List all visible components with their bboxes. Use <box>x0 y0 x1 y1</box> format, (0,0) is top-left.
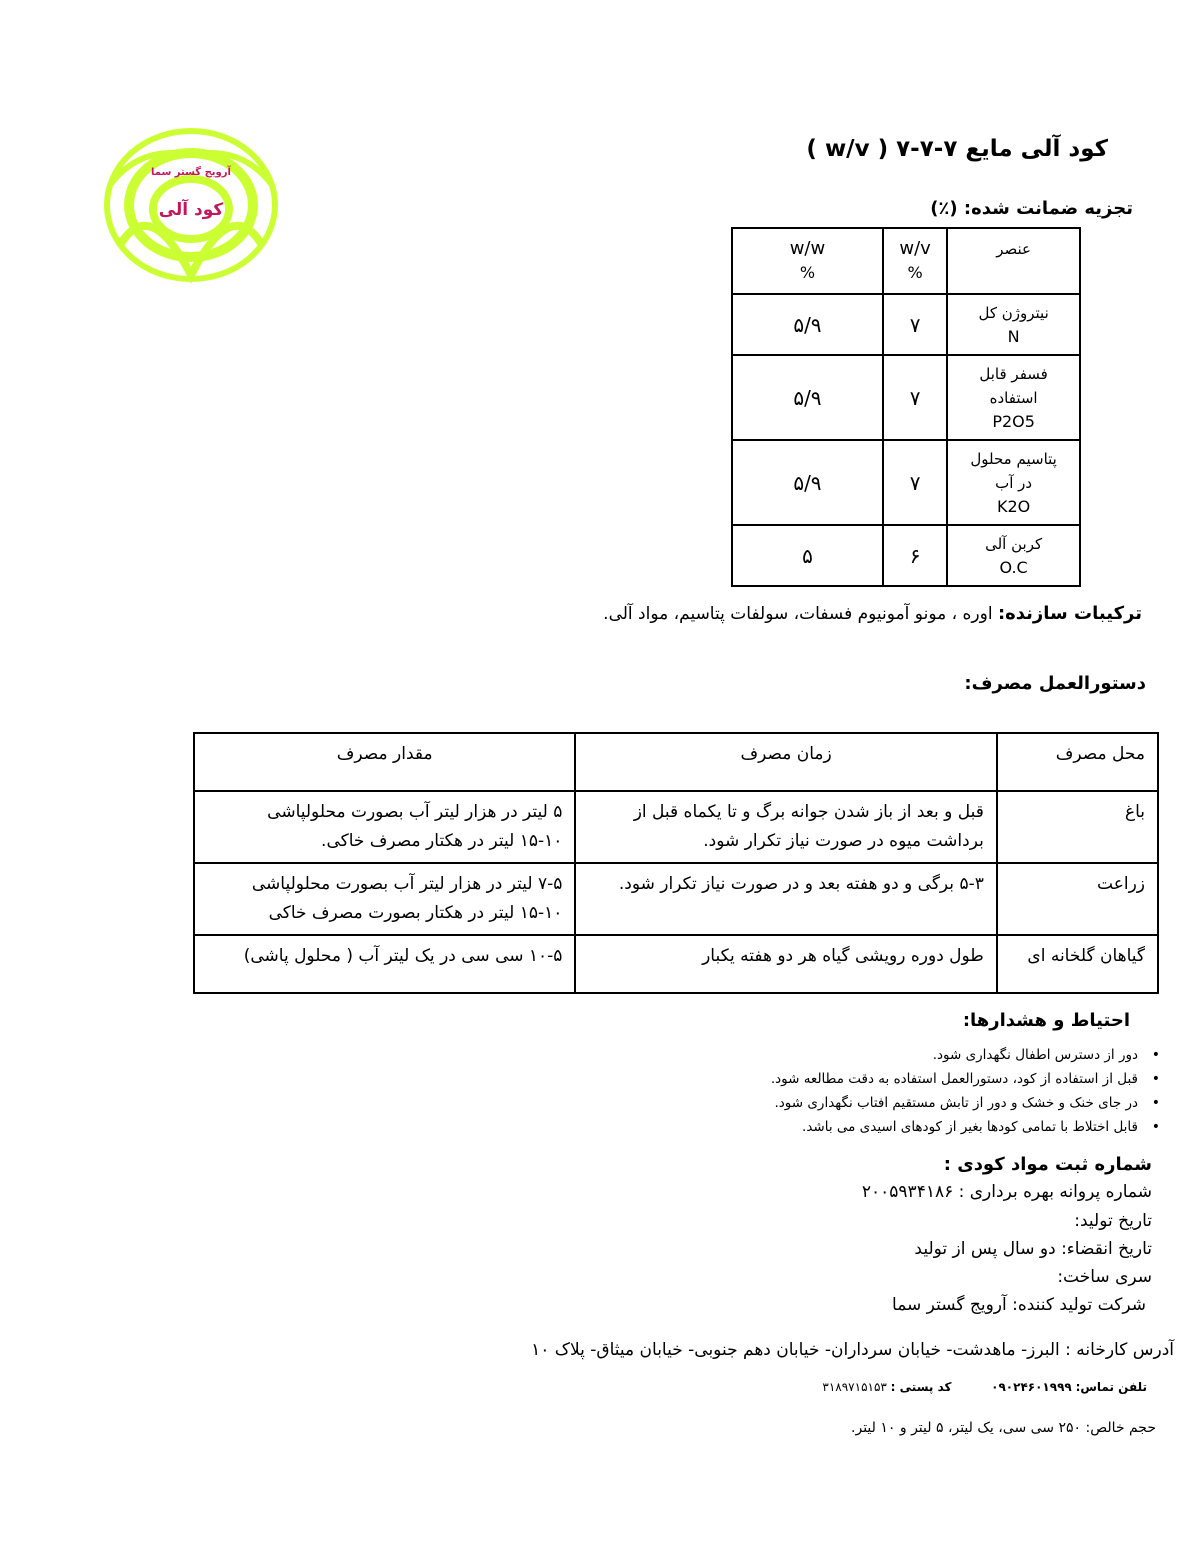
analysis-row-organic-carbon <box>732 525 1080 586</box>
header-element: عنصر <box>947 228 1080 294</box>
element-name: نیتروژن کل <box>978 303 1049 322</box>
manufacturer: شرکت تولید کننده: آرویج گستر سما <box>892 1295 1146 1315</box>
analysis-row-nitrogen <box>732 294 1080 355</box>
usage-header-row <box>194 733 1158 791</box>
wv-value: ۶ <box>883 525 947 586</box>
analysis-row-phosphorus <box>732 355 1080 440</box>
warnings-list <box>771 1043 1160 1139</box>
phone-label: تلفن تماس: <box>1075 1380 1147 1394</box>
element-cell <box>947 440 1080 525</box>
element-name-line2: استفاده <box>989 388 1038 407</box>
warning-item: • قبل از استفاده از کود، دستورالعمل استفاده به دقت مطالعه شود. <box>771 1067 1138 1091</box>
header-ww-unit: % <box>799 263 816 282</box>
usage-amount-line1: ۷-۵ لیتر در هزار لیتر آب بصورت محلولپاشی <box>251 874 563 894</box>
ingredients <box>603 603 1142 624</box>
element-symbol: P2O5 <box>992 411 1035 431</box>
warnings-heading: احتیاط و هشدارها: <box>962 1010 1130 1031</box>
usage-time: طول دوره رویشی گیاه هر دو هفته یکبار <box>575 935 996 993</box>
product-title: کود آلی مایع ۷-۷-۷ ( w/v ) <box>806 136 1108 162</box>
usage-amount-line2: ۱۵-۱۰ لیتر در هکتار مصرف خاکی. <box>321 831 563 851</box>
usage-amount <box>194 863 575 935</box>
postal-code: ۳۱۸۹۷۱۵۱۵۳ <box>822 1380 887 1394</box>
logo-brand-text: کود آلی <box>158 200 224 220</box>
usage-amount-line1: ۵ لیتر در هزار لیتر آب بصورت محلولپاشی <box>267 802 563 822</box>
wv-value: ۷ <box>883 355 947 440</box>
column-header-amount: مقدار مصرف <box>194 733 575 791</box>
ww-value: ۵/۹ <box>732 440 883 525</box>
element-name-line2: در آب <box>995 473 1033 492</box>
usage-heading: دستورالعمل مصرف: <box>964 673 1146 694</box>
element-name: فسفر قابل <box>979 364 1048 383</box>
element-symbol: N <box>1007 326 1020 346</box>
usage-amount <box>194 791 575 863</box>
usage-time: قبل و بعد از باز شدن جوانه برگ و تا یکماه قبل از برداشت میوه در صورت نیاز تکرار شود. <box>575 791 996 863</box>
ingredients-label: ترکیبات سازنده: <box>997 603 1142 624</box>
warning-item: • دور از دسترس اطفال نگهداری شود. <box>771 1043 1138 1067</box>
usage-row-farming <box>194 863 1158 935</box>
analysis-header-row <box>732 228 1080 294</box>
element-symbol: O.C <box>999 557 1028 577</box>
usage-time: ۵-۳ برگی و دو هفته بعد و در صورت نیاز تکرار شود. <box>575 863 996 935</box>
usage-row-orchard <box>194 791 1158 863</box>
ingredients-text: اوره ، مونو آمونیوم فسفات، سولفات پتاسیم، مواد آلی. <box>603 604 998 624</box>
factory-address: آدرس کارخانه : البرز- ماهدشت- خیابان سرداران- خیابان دهم جنوبی- خیابان میثاق- پلاک ۱۰ <box>531 1340 1174 1360</box>
usage-amount-line1: ۱۰-۵ سی سی در یک لیتر آب ( محلول پاشی) <box>243 946 563 966</box>
header-ww <box>732 228 883 294</box>
analysis-table <box>731 227 1081 587</box>
company-logo <box>100 125 282 285</box>
warning-item: • قابل اختلاط با تمامی کودها بغیر از کودهای اسیدی می باشد. <box>771 1115 1138 1139</box>
net-volume: حجم خالص: ۲۵۰ سی سی، یک لیتر، ۵ لیتر و ۱۰ لیتر. <box>851 1420 1156 1436</box>
usage-place: زراعت <box>997 863 1158 935</box>
production-date: تاریخ تولید: <box>1074 1211 1152 1231</box>
element-name: کربن آلی <box>985 534 1043 553</box>
element-symbol: K2O <box>996 496 1031 516</box>
element-cell <box>947 355 1080 440</box>
ww-value: ۵/۹ <box>732 355 883 440</box>
element-name: پتاسیم محلول <box>970 449 1057 468</box>
header-wv-unit: % <box>907 263 923 282</box>
usage-amount-line2: ۱۵-۱۰ لیتر در هکتار بصورت مصرف خاکی <box>268 903 563 923</box>
element-cell <box>947 294 1080 355</box>
expiry-date: تاریخ انقضاء: دو سال پس از تولید <box>914 1239 1152 1259</box>
contact-info <box>822 1380 1147 1394</box>
license-number: شماره پروانه بهره برداری : ۲۰۰۵۹۳۴۱۸۶ <box>861 1182 1152 1202</box>
batch-number: سری ساخت: <box>1057 1267 1152 1287</box>
registration-heading: شماره ثبت مواد کودی : <box>943 1154 1152 1175</box>
usage-row-greenhouse <box>194 935 1158 993</box>
logo-company-text: آرویج گستر سما <box>151 167 231 178</box>
usage-table <box>193 732 1159 994</box>
analysis-row-potassium <box>732 440 1080 525</box>
usage-place: باغ <box>997 791 1158 863</box>
warning-item: • در جای خنک و خشک و دور از تابش مستقیم افتاب نگهداری شود. <box>771 1091 1138 1115</box>
usage-place: گیاهان گلخانه ای <box>997 935 1158 993</box>
wv-value: ۷ <box>883 294 947 355</box>
column-header-place: محل مصرف <box>997 733 1158 791</box>
header-wv <box>883 228 947 294</box>
ww-value: ۵/۹ <box>732 294 883 355</box>
element-cell <box>947 525 1080 586</box>
column-header-time: زمان مصرف <box>575 733 996 791</box>
ww-value: ۵ <box>732 525 883 586</box>
analysis-heading: تجزیه ضمانت شده: (٪) <box>930 198 1133 219</box>
postal-label: کد پستی : <box>890 1380 952 1394</box>
header-wv-label: w/v <box>899 238 931 259</box>
header-ww-label: w/w <box>789 238 826 259</box>
usage-amount <box>194 935 575 993</box>
phone-number: ۰۹۰۲۴۶۰۱۹۹۹ <box>991 1380 1072 1394</box>
wv-value: ۷ <box>883 440 947 525</box>
